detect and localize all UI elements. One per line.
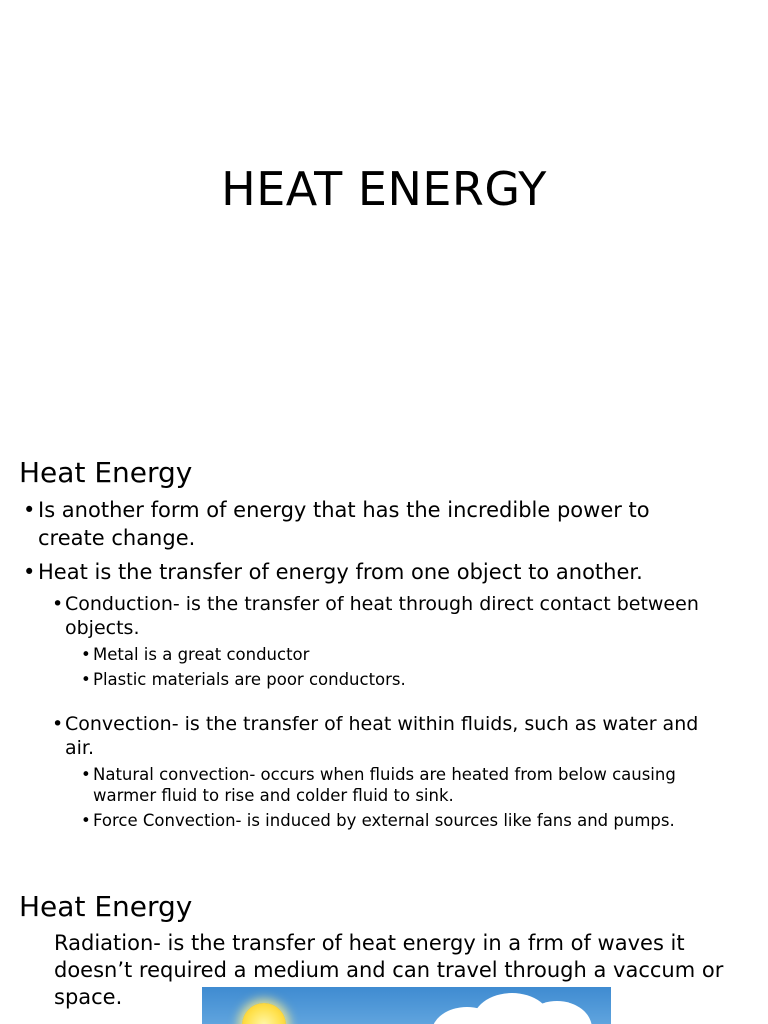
list-item	[81, 810, 693, 831]
bullet-text: Metal is a great conductor	[93, 645, 310, 664]
bullet-icon: •	[52, 593, 64, 615]
bullet-icon: •	[81, 645, 91, 664]
list-item	[81, 669, 693, 690]
bullet-text: Convection- is the transfer of heat within fluids, such as water and air.	[65, 713, 699, 759]
slide-1	[0, 0, 768, 430]
radiation-text: Radiation- is the transfer of heat energy in a frm of waves it doesn’t required a medium and can travel through a vaccum or space.	[54, 931, 724, 1009]
slide-title: HEAT ENERGY	[221, 162, 547, 216]
slide-heading: Heat Energy	[19, 890, 193, 923]
slide-2	[0, 440, 768, 845]
bullet-icon: •	[81, 765, 91, 784]
list-item-convection	[52, 712, 715, 760]
bullet-icon: •	[81, 811, 91, 830]
slide-heading: Heat Energy	[19, 456, 193, 489]
bullet-text: Plastic materials are poor conductors.	[93, 670, 406, 689]
bullet-text: Conduction- is the transfer of heat through direct contact between objects.	[65, 593, 699, 639]
sun-and-cloud-sky-illustration	[202, 987, 611, 1024]
bullet-text: Heat is the transfer of energy from one object to another.	[38, 560, 643, 584]
list-item	[23, 496, 698, 552]
bullet-list	[0, 496, 768, 835]
bullet-text: Is another form of energy that has the incredible power to create change.	[38, 498, 650, 550]
slide-3	[0, 870, 768, 1024]
spacer	[0, 694, 768, 712]
list-item	[23, 558, 698, 586]
list-item	[81, 644, 693, 665]
list-item	[81, 764, 693, 806]
bullet-text: Natural convection- occurs when fluids are heated from below causing warmer fluid to rise and colder fluid to sink.	[93, 765, 676, 805]
bullet-text: Force Convection- is induced by external sources like fans and pumps.	[93, 811, 675, 830]
list-item-conduction	[52, 592, 715, 640]
bullet-icon: •	[23, 560, 36, 584]
bullet-icon: •	[52, 713, 64, 735]
sun-icon	[242, 1003, 286, 1024]
bullet-icon: •	[23, 498, 36, 522]
bullet-icon: •	[81, 670, 91, 689]
